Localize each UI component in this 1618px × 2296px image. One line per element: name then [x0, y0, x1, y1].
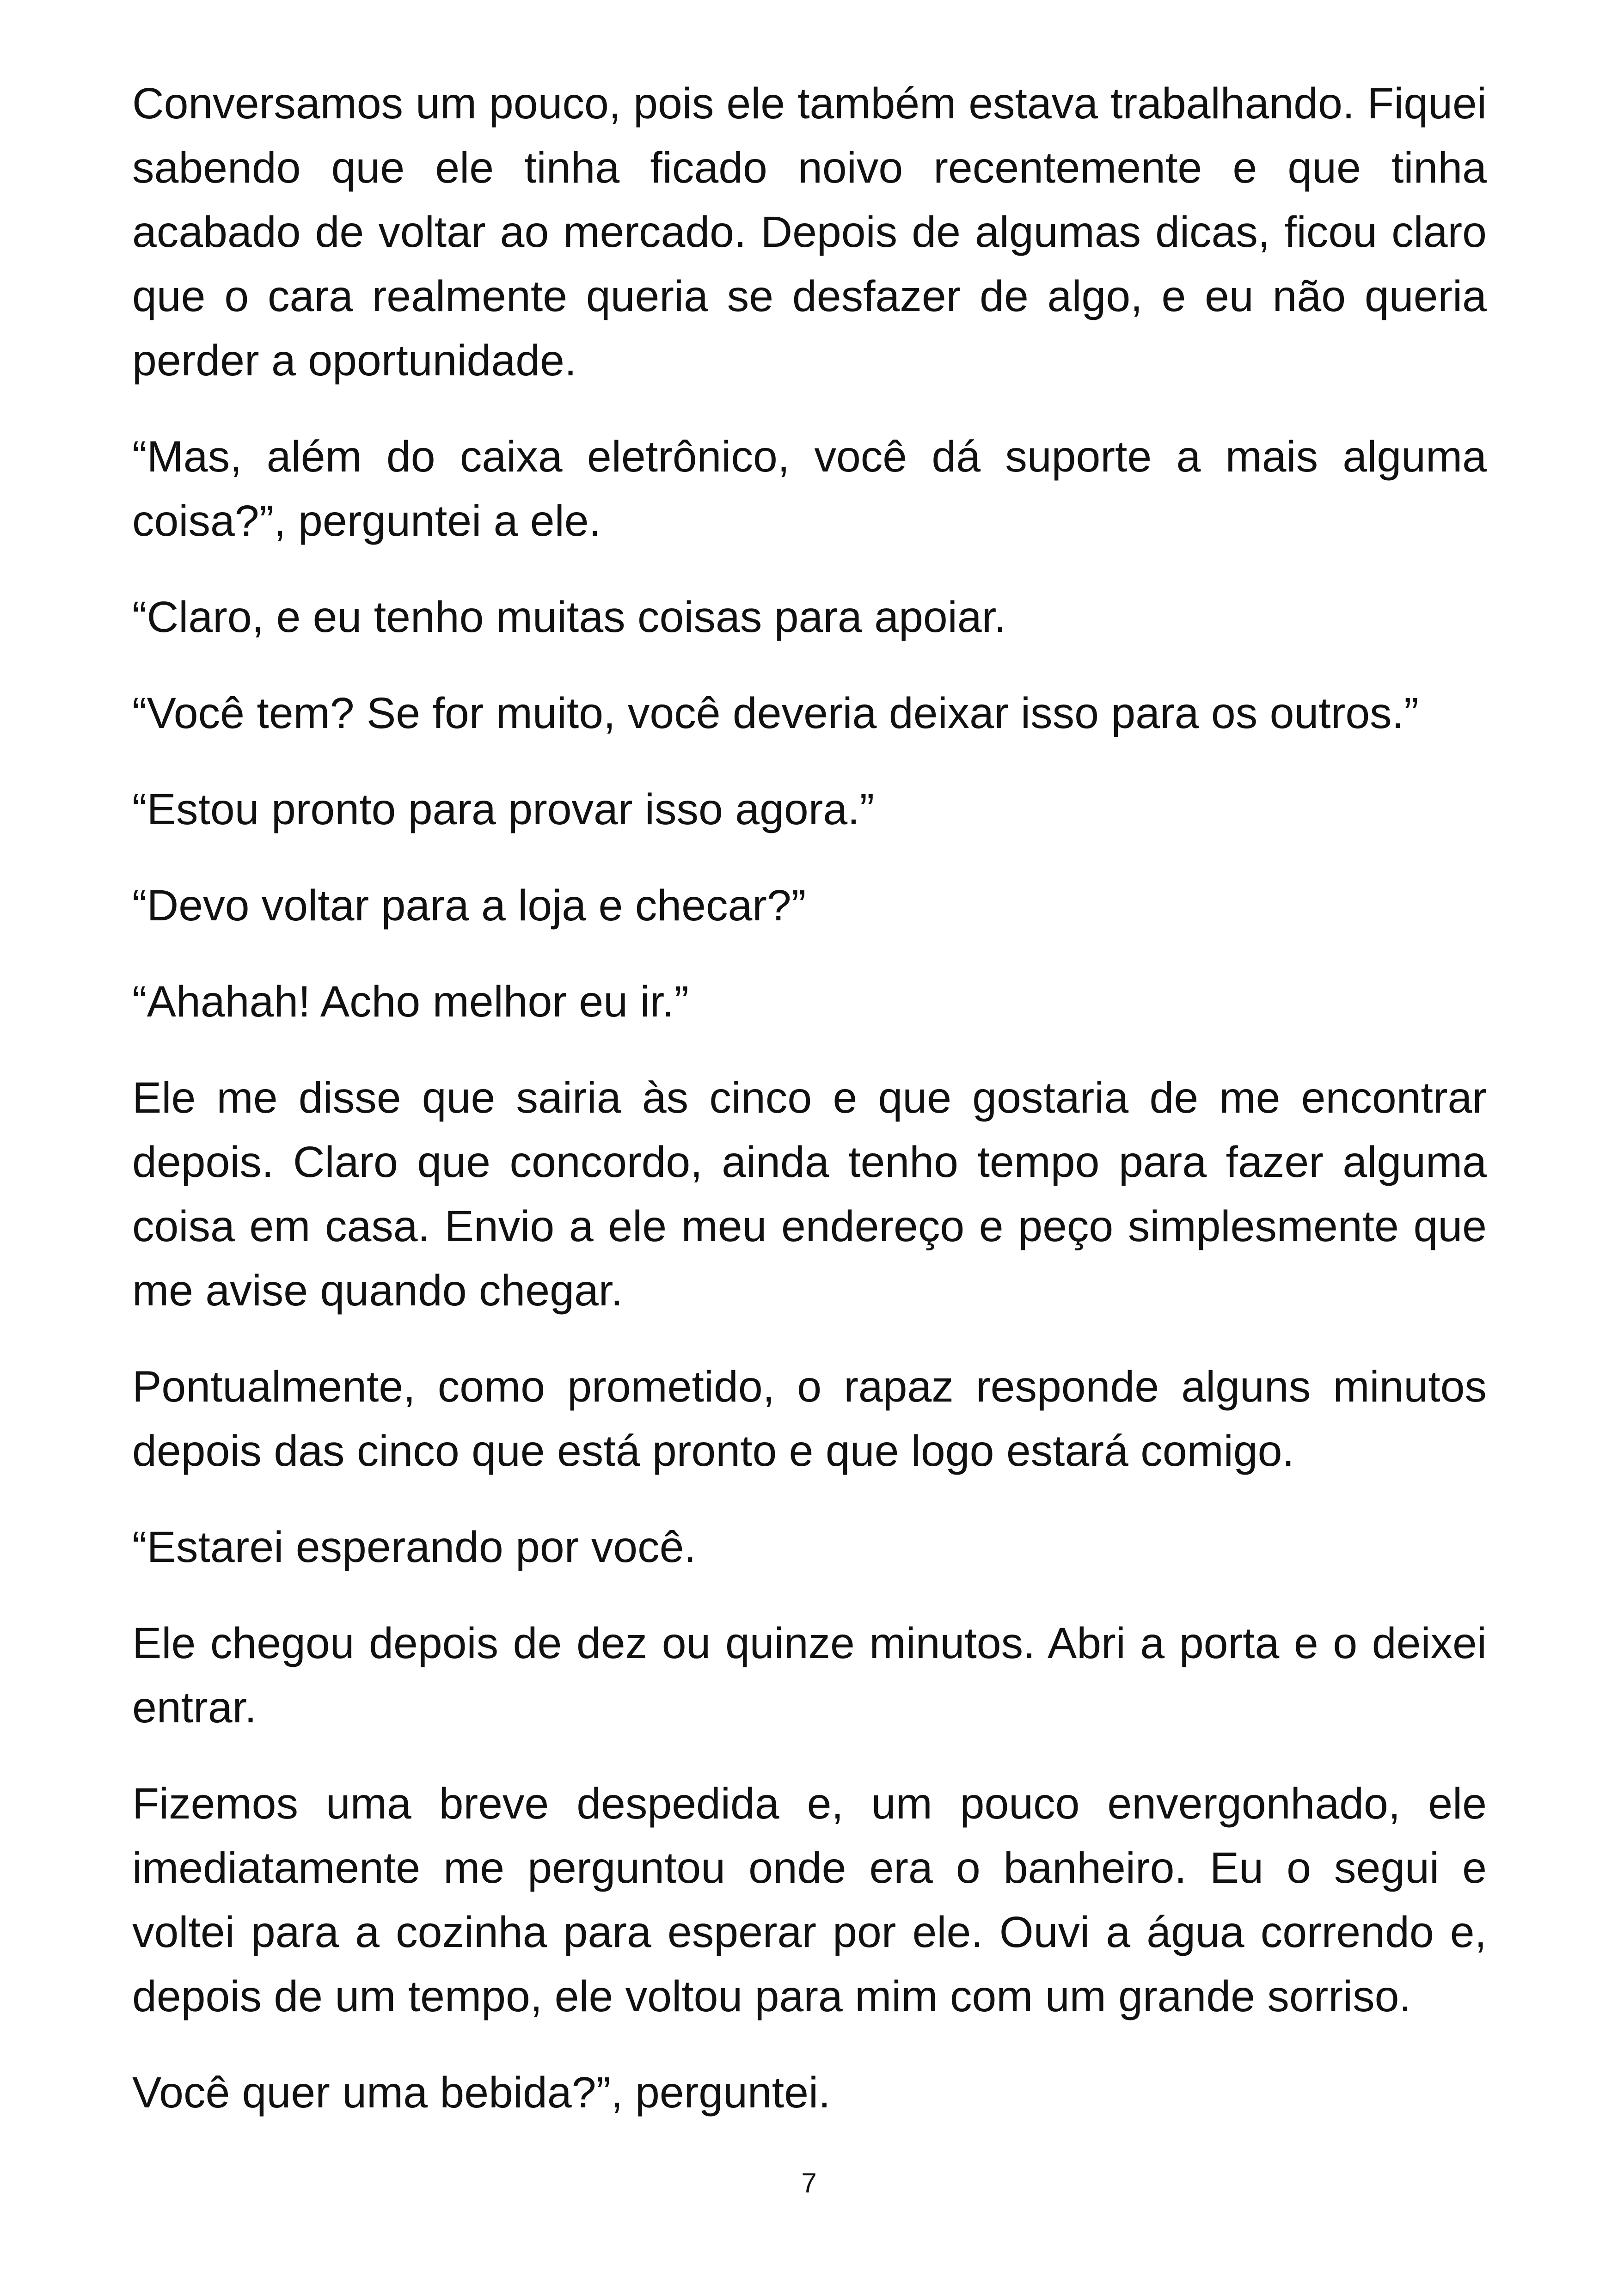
paragraph: “Devo voltar para a loja e checar?” — [132, 881, 806, 930]
paragraph: Você quer uma bebida?”, perguntei. — [132, 2068, 831, 2117]
text-body — [132, 72, 1487, 2157]
paragraph: Ele me disse que sairia às cinco e que gostaria de me encontrar depois. Claro que concordo, ainda tenho tempo para fazer alguma coisa em casa. Envio a ele meu endereço e peço simplesmente que me avise quando chegar. — [132, 1073, 1487, 1315]
paragraph: “Você tem? Se for muito, você deveria deixar isso para os outros.” — [132, 689, 1419, 738]
paragraph: Ele chegou depois de dez ou quinze minutos. Abri a porta e o deixei entrar. — [132, 1619, 1487, 1732]
paragraph: “Claro, e eu tenho muitas coisas para apoiar. — [132, 593, 1006, 642]
paragraph: “Estou pronto para provar isso agora.” — [132, 785, 875, 834]
paragraph: “Ahahah! Acho melhor eu ir.” — [132, 977, 689, 1026]
paragraph: “Mas, além do caixa eletrônico, você dá suporte a mais alguma coisa?”, perguntei a ele. — [132, 432, 1487, 545]
paragraph: Fizemos uma breve despedida e, um pouco envergonhado, ele imediatamente me perguntou onde era o banheiro. Eu o segui e voltei para a cozinha para esperar por ele. Ouvi a água correndo e, depois de um tempo, ele voltou para mim com um grande sorriso. — [132, 1779, 1487, 2021]
paragraph: “Estarei esperando por você. — [132, 1523, 696, 1572]
page-number: 7 — [801, 2167, 817, 2198]
paragraph: Pontualmente, como prometido, o rapaz responde alguns minutos depois das cinco que está pronto e que logo estará comigo. — [132, 1362, 1487, 1476]
paragraph: Conversamos um pouco, pois ele também estava trabalhando. Fiquei sabendo que ele tinha ficado noivo recentemente e que tinha acabado de voltar ao mercado. Depois de algumas dicas, ficou claro que o cara realmente queria se desfazer de algo, e eu não queria perder a oportunidade. — [132, 79, 1487, 385]
